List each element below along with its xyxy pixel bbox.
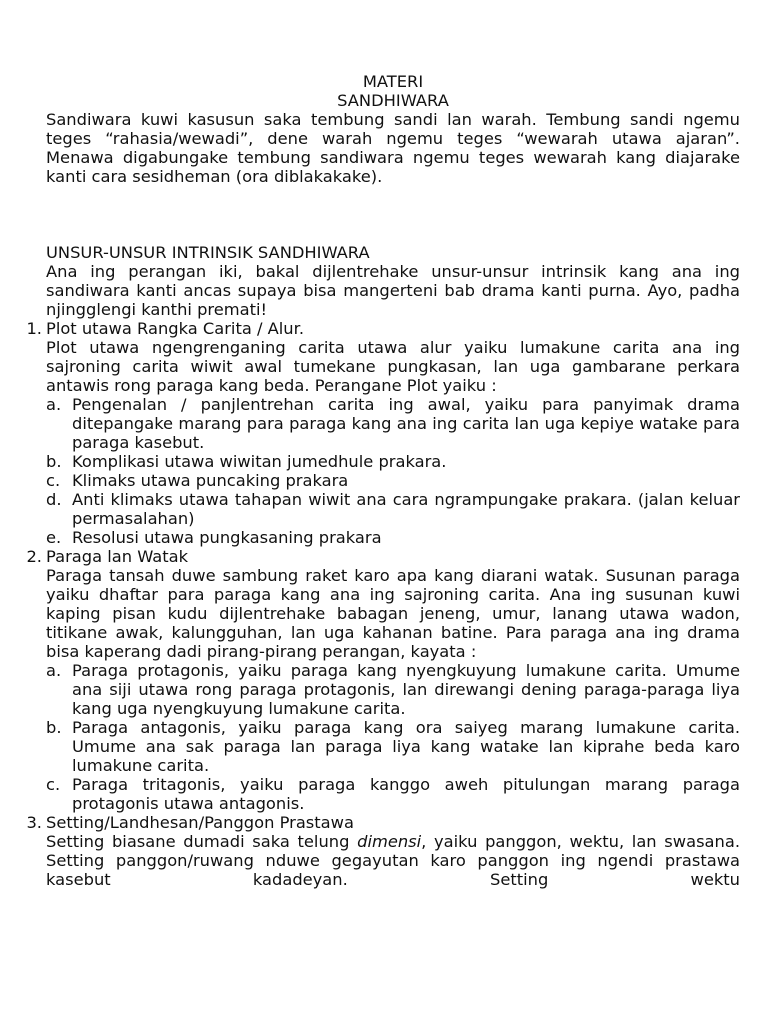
sub-letter: b. bbox=[46, 718, 62, 737]
list-item-title: Plot utawa Rangka Carita / Alur. bbox=[46, 319, 305, 338]
sub-text: Komplikasi utawa wiwitan jumedhule prakara. bbox=[72, 452, 447, 471]
list-item-title: Setting/Landhesan/Panggon Prastawa bbox=[46, 813, 354, 832]
sub-text: Paraga tritagonis, yaiku paraga kanggo aweh pitulungan marang paraga protagonis utawa antagonis. bbox=[72, 775, 740, 813]
sub-text: Paraga antagonis, yaiku paraga kang ora saiyeg marang lumakune carita. Umume ana sak paraga lan paraga liya kang watake lan kiprahe beda karo lumakune carita. bbox=[72, 718, 740, 775]
title-line-1: MATERI bbox=[362, 72, 424, 91]
list-item-plot bbox=[26, 319, 740, 547]
sub-letter: e. bbox=[46, 528, 62, 547]
list-number: 3. bbox=[26, 813, 42, 832]
sub-letter: a. bbox=[46, 395, 62, 414]
text-part: Setting biasane dumadi saka telung bbox=[46, 832, 358, 851]
section-heading: UNSUR-UNSUR INTRINSIK SANDHIWARA bbox=[46, 243, 370, 262]
sub-letter: c. bbox=[46, 775, 61, 794]
list-item-text: Plot utawa ngengrenganing carita utawa alur yaiku lumakune carita ana ing sajroning carita wiwit awal tumekane pungkasan, lan uga gambarane perkara antawis rong paraga kang beda. Perangane Plot yaiku : bbox=[46, 338, 740, 395]
list-item-setting bbox=[26, 813, 740, 889]
title-line-2: SANDHIWARA bbox=[337, 91, 449, 110]
sub-text: Resolusi utawa pungkasaning prakara bbox=[72, 528, 382, 547]
sub-item bbox=[46, 528, 740, 547]
sub-item bbox=[46, 718, 740, 775]
sub-text: Anti klimaks utawa tahapan wiwit ana cara ngrampungake prakara. (jalan keluar permasalahan) bbox=[72, 490, 740, 528]
intro-paragraph: Sandiwara kuwi kasusun saka tembung sandi lan warah. Tembung sandi ngemu teges “rahasia/wewadi”, dene warah ngemu teges “wewarah utawa ajaran”. Menawa digabungake tembung sandiwara ngemu teges wewarah kang diajarake kanti cara sesidheman (ora diblakakake). bbox=[46, 110, 740, 186]
sub-text: Pengenalan / panjlentrehan carita ing awal, yaiku para panyimak drama ditepangake marang para paraga kang ana ing carita lan uga kepiye watake para paraga kasebut. bbox=[72, 395, 740, 452]
sub-letter: d. bbox=[46, 490, 62, 509]
list-item-title: Paraga lan Watak bbox=[46, 547, 189, 566]
list-number: 1. bbox=[26, 319, 42, 338]
sub-item bbox=[46, 775, 740, 813]
text-part: , yaiku panggon, wektu, lan swasana. Setting panggon/ruwang nduwe gegayutan karo panggon ing ngendi prastawa kasebut kadadeyan. Setting wektu bbox=[46, 832, 740, 889]
sub-item bbox=[46, 661, 740, 718]
list-item-paraga bbox=[26, 547, 740, 813]
list-item-text: Paraga tansah duwe sambung raket karo apa kang diarani watak. Susunan paraga yaiku dhaftar para paraga kang ana ing sajroning carita. Ana ing susunan kuwi kaping pisan kudu dijlentrehake babagan jeneng, umur, lanang utawa wadon, titikane awak, kalungguhan, lan uga kahanan batine. Para paraga ana ing drama bisa kaperang dadi pirang-pirang perangan, kayata : bbox=[46, 566, 740, 661]
emphasis-term: dimensi bbox=[357, 832, 422, 851]
sub-item bbox=[46, 490, 740, 528]
sub-letter: b. bbox=[46, 452, 62, 471]
section-lead: Ana ing perangan iki, bakal dijlentrehake unsur-unsur intrinsik kang ana ing sandiwara kanti ancas supaya bisa mangerteni bab drama kanti purna. Ayo, padha njingglengi kanthi premati! bbox=[46, 262, 740, 319]
sub-text: Paraga protagonis, yaiku paraga kang nyengkuyung lumakune carita. Umume ana siji utawa rong paraga protagonis, lan direwangi dening paraga-paraga liya kang uga nyengkuyung lumakune carita. bbox=[72, 661, 740, 718]
sub-text: Klimaks utawa puncaking prakara bbox=[72, 471, 349, 490]
sub-letter: c. bbox=[46, 471, 61, 490]
list-item-text bbox=[46, 832, 740, 889]
intrinsic-section bbox=[26, 243, 740, 889]
sub-item bbox=[46, 395, 740, 452]
list-number: 2. bbox=[26, 547, 42, 566]
sub-item bbox=[46, 452, 740, 471]
document-title bbox=[46, 72, 740, 110]
sub-item bbox=[46, 471, 740, 490]
sub-letter: a. bbox=[46, 661, 62, 680]
